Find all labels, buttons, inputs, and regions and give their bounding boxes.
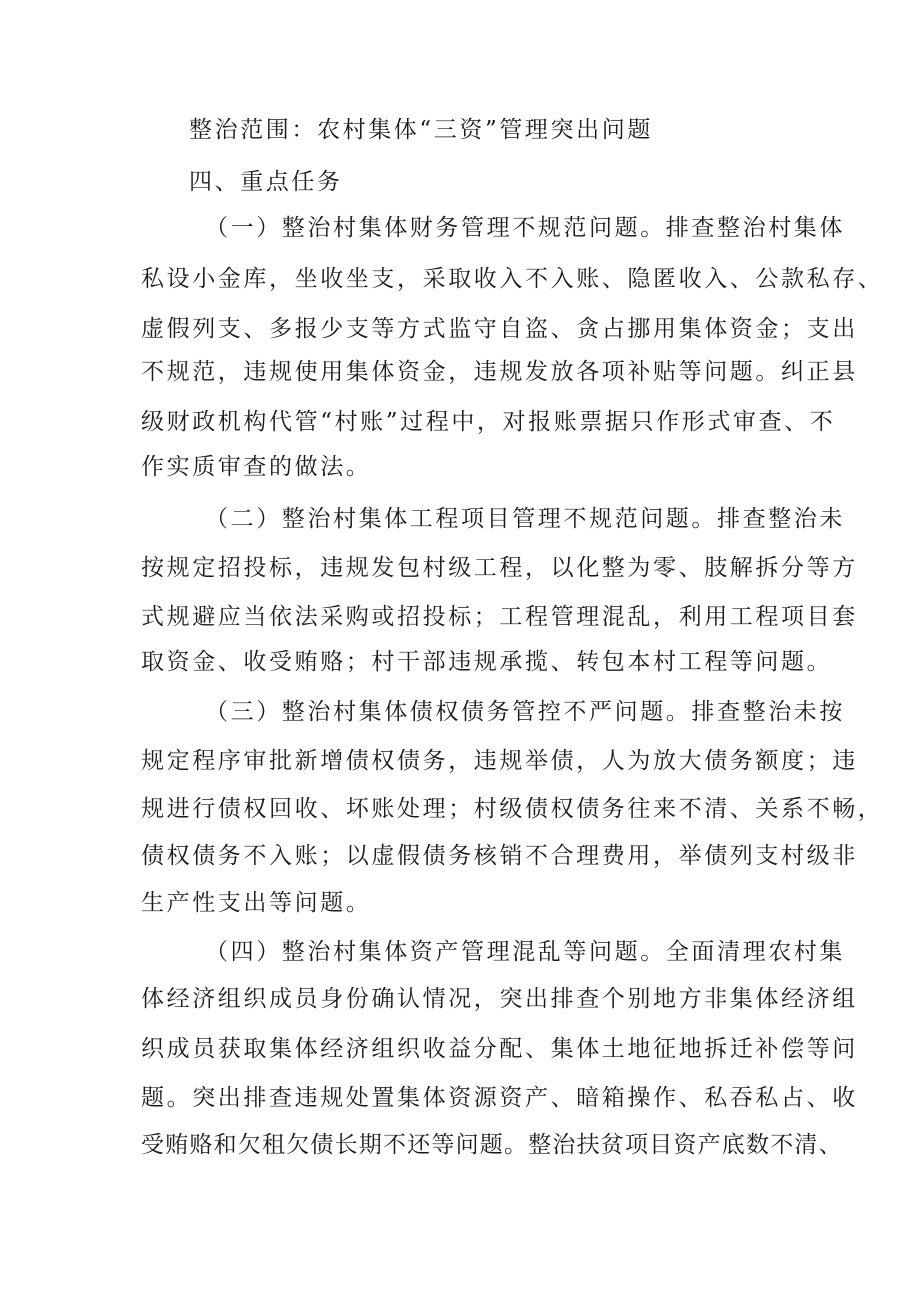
paragraph-3-line-4: 债权债务不入账；以虚假债务核销不合理费用，举债列支村级非 (141, 843, 858, 869)
paragraph-4-line-4: 题。突出排查违规处置集体资源资产、暗箱操作、私吞私占、收 (141, 1085, 858, 1111)
paragraph-1-line-3: 虚假列支、多报少支等方式监守自盗、贪占挪用集体资金；支出 (141, 316, 858, 342)
paragraph-3-line-1: （三）整治村集体债权债务管控不严问题。排查整治未按 (205, 699, 845, 725)
section-heading: 四、重点任务 (189, 169, 343, 195)
paragraph-1-line-4: 不规范，违规使用集体资金，违规发放各项补贴等问题。纠正县 (141, 359, 858, 385)
paragraph-2-line-3: 式规避应当依法采购或招投标；工程管理混乱，利用工程项目套 (141, 604, 858, 630)
paragraph-2-line-4: 取资金、收受贿赂；村干部违规承揽、转包本村工程等问题。 (141, 649, 833, 675)
paragraph-1-line-5: 级财政机构代管“村账”过程中，对报账票据只作形式审查、不 (141, 409, 836, 435)
paragraph-2-line-1: （二）整治村集体工程项目管理不规范问题。排查整治未 (205, 506, 845, 532)
paragraph-1-line-6: 作实质审查的做法。 (141, 454, 372, 480)
paragraph-2-line-2: 按规定招投标，违规发包村级工程，以化整为零、肢解拆分等方 (141, 555, 858, 581)
paragraph-3-line-5: 生产性支出等问题。 (141, 890, 372, 916)
paragraph-4-line-2: 体经济组织成员身份确认情况，突出排查个别地方非集体经济组 (141, 986, 858, 1012)
paragraph-3-line-2: 规定程序审批新增债权债务，违规举债，人为放大债务额度；违 (141, 748, 858, 774)
paragraph-4-line-1: （四）整治村集体资产管理混乱等问题。全面清理农村集 (205, 939, 845, 965)
paragraph-4-line-5: 受贿赂和欠租欠债长期不还等问题。整治扶贫项目资产底数不清、 (141, 1132, 843, 1158)
paragraph-4-line-3: 织成员获取集体经济组织收益分配、集体土地征地拆迁补偿等问 (141, 1036, 858, 1062)
paragraph-3-line-3: 规进行债权回收、坏账处理；村级债权债务往来不清、关系不畅， (141, 796, 884, 822)
scope-line: 整治范围：农村集体“三资”管理突出问题 (189, 117, 653, 143)
paragraph-1-line-2: 私设小金库，坐收坐支，采取收入不入账、隐匿收入、公款私存、 (141, 266, 884, 292)
paragraph-1-line-1: （一）整治村集体财务管理不规范问题。排查整治村集体 (205, 215, 845, 241)
